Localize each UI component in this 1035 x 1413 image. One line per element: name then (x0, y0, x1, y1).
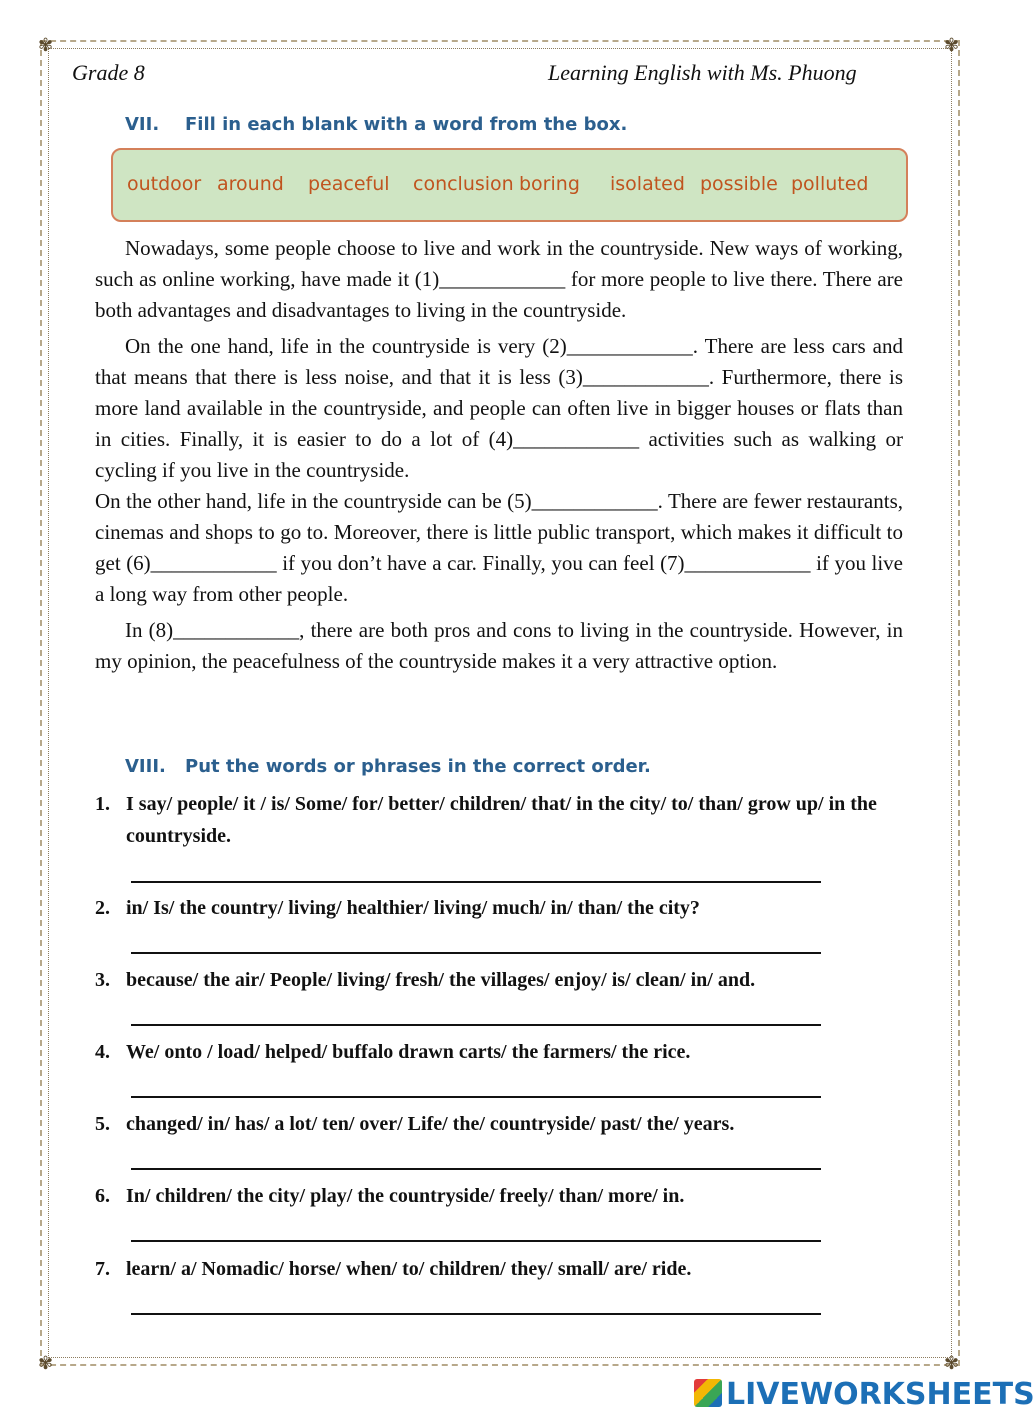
word-box-item: outdoor (127, 173, 202, 195)
corner-ornament-icon: ✾ (944, 1353, 960, 1373)
question-number: 2. (95, 897, 110, 919)
question-item (95, 1108, 935, 1140)
question-text: learn/ a/ Nomadic/ horse/ when/ to/ children/ they/ small/ are/ ride. (126, 1258, 692, 1280)
section-8-title: Put the words or phrases in the correct order. (185, 756, 651, 777)
passage-paragraph: On the other hand, life in the countryside can be (5)____________. There are fewer restaurants, cinemas and shops to go to. Moreover, there is little public transport, which makes it difficult to get (6)____________ if you don’t have a car. Finally, you can feel (7)____________ if you live a long way from other people. (95, 489, 903, 606)
answer-line[interactable] (131, 1096, 821, 1098)
liveworksheets-logo (694, 1377, 1035, 1412)
question-item (95, 1036, 935, 1068)
corner-ornament-icon: ✾ (38, 1353, 54, 1373)
word-box-item: around (217, 173, 284, 195)
question-number: 5. (95, 1113, 110, 1135)
question-text: We/ onto / load/ helped/ buffalo drawn carts/ the farmers/ the rice. (126, 1041, 691, 1063)
word-box-item: polluted (791, 173, 869, 195)
question-text: changed/ in/ has/ a lot/ ten/ over/ Life/ the/ countryside/ past/ the/ years. (126, 1113, 735, 1135)
source-label: Learning English with Ms. Phuong (548, 60, 857, 85)
corner-ornament-icon: ✾ (38, 35, 54, 55)
section-7-title: Fill in each blank with a word from the box. (185, 114, 628, 135)
word-box-item: possible (700, 173, 778, 195)
answer-line[interactable] (131, 952, 821, 954)
passage-paragraph: On the one hand, life in the countryside is very (2)____________. There are less cars and that means that there is less noise, and that it is less (3)____________. Furthermore, there is more land available in the countryside, and people can often live in bigger houses or flats than in cities. Finally, it is easier to do a lot of (4)____________ activities such as walking or cycling if you live in the countryside. (95, 334, 903, 482)
section-7-heading (125, 114, 627, 135)
question-number: 6. (95, 1185, 110, 1207)
word-box (111, 148, 908, 222)
answer-line[interactable] (131, 1313, 821, 1315)
word-box-item: conclusion (413, 173, 514, 195)
logo-text: LIVEWORKSHEETS (726, 1377, 1035, 1412)
answer-line[interactable] (131, 1024, 821, 1026)
word-box-item: boring (519, 173, 580, 195)
answer-line[interactable] (131, 1240, 821, 1242)
question-number: 3. (95, 969, 110, 991)
grade-label: Grade 8 (72, 60, 145, 85)
question-item (95, 1253, 935, 1285)
question-text: In/ children/ the city/ play/ the countryside/ freely/ than/ more/ in. (126, 1185, 685, 1207)
question-item (95, 1180, 935, 1212)
reading-passage (95, 233, 903, 682)
question-item (95, 788, 935, 852)
section-8-number: VIII. (125, 756, 166, 777)
section-7-number: VII. (125, 114, 160, 135)
question-item (95, 892, 935, 924)
liveworksheets-logo-icon (694, 1379, 722, 1407)
word-box-item: peaceful (308, 173, 390, 195)
answer-line[interactable] (131, 1168, 821, 1170)
section-8-heading (125, 756, 651, 777)
question-text: I say/ people/ it / is/ Some/ for/ better/ children/ that/ in the city/ to/ than/ grow up/ in the countryside. (126, 793, 877, 847)
answer-line[interactable] (131, 881, 821, 883)
passage-paragraph: Nowadays, some people choose to live and work in the countryside. New ways of working, such as online working, have made it (1)____________ for more people to live there. There are both advantages and disadvantages to living in the countryside. (95, 236, 903, 322)
question-text: because/ the air/ People/ living/ fresh/ the villages/ enjoy/ is/ clean/ in/ and. (126, 969, 756, 991)
word-box-item: isolated (610, 173, 685, 195)
question-number: 7. (95, 1258, 110, 1280)
question-text: in/ Is/ the country/ living/ healthier/ living/ much/ in/ than/ the city? (126, 897, 700, 919)
question-item (95, 964, 935, 996)
question-number: 1. (95, 793, 110, 815)
corner-ornament-icon: ✾ (944, 35, 960, 55)
question-number: 4. (95, 1041, 110, 1063)
passage-paragraph: In (8)____________, there are both pros and cons to living in the countryside. However, in my opinion, the peacefulness of the countryside makes it a very attractive option. (95, 618, 903, 673)
